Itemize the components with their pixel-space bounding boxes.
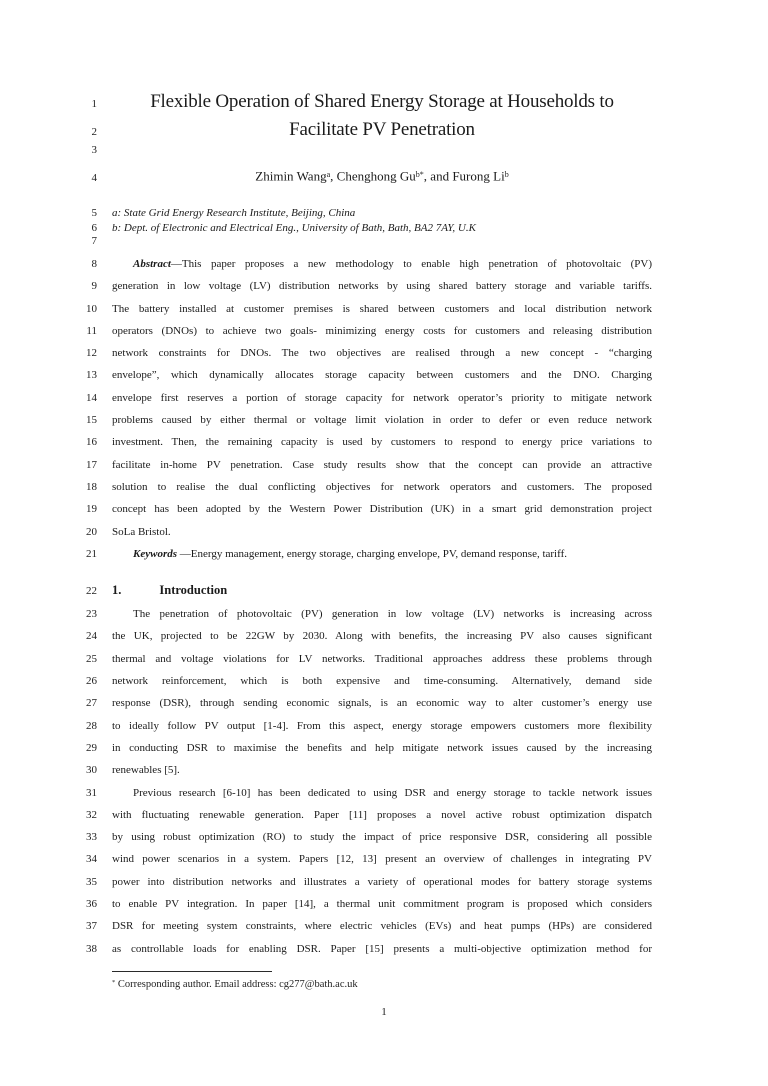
line-text bbox=[112, 603, 652, 625]
line-number: 3 bbox=[91, 144, 97, 156]
text-segment: by using robust optimization (RO) to study the impact of price responsive DSR, considering all possible bbox=[112, 831, 652, 844]
line-row bbox=[0, 206, 768, 221]
author-affiliation-superscript: b* bbox=[415, 170, 424, 179]
text-segment: facilitate in-home PV penetration. Case study results show that the concept can provide an attractive bbox=[112, 458, 652, 471]
line-number: 27 bbox=[86, 697, 97, 710]
line-text bbox=[112, 938, 652, 960]
line-row bbox=[0, 144, 768, 162]
line-row bbox=[0, 804, 768, 826]
line-number: 37 bbox=[86, 920, 97, 933]
line-number: 12 bbox=[86, 347, 97, 360]
footnote bbox=[112, 971, 672, 990]
line-row bbox=[0, 498, 768, 520]
line-text bbox=[112, 320, 652, 342]
line-text bbox=[112, 692, 652, 714]
line-number: 14 bbox=[86, 391, 97, 404]
line-text bbox=[112, 454, 652, 476]
line-text bbox=[112, 915, 652, 937]
line-number: 9 bbox=[91, 280, 97, 293]
text-segment: 1. bbox=[112, 583, 122, 598]
text-segment: in conducting DSR to maximise the benefits and help mitigate network issues caused by the increasing bbox=[112, 741, 652, 754]
line-number: 21 bbox=[86, 547, 97, 560]
text-segment: —Energy management, energy storage, charging envelope, PV, demand response, tariff. bbox=[179, 547, 567, 560]
line-text bbox=[112, 826, 652, 848]
footnote-separator-rule bbox=[112, 971, 272, 972]
text-segment: network constraints for DNOs. The two objectives are realised through a new concept - “charging bbox=[112, 347, 652, 360]
line-text bbox=[112, 648, 652, 670]
line-text bbox=[112, 498, 652, 520]
text-segment: operators (DNOs) to achieve two goals- minimizing energy costs for customers and releasing distribution bbox=[112, 324, 652, 337]
line-number: 15 bbox=[86, 414, 97, 427]
text-segment: DSR for meeting system constraints, where electric vehicles (EVs) and heat pumps (HPs) are considered bbox=[112, 920, 652, 933]
line-number: 16 bbox=[86, 436, 97, 449]
line-text bbox=[112, 804, 652, 826]
line-text bbox=[112, 737, 652, 759]
line-row bbox=[0, 603, 768, 625]
line-row bbox=[0, 648, 768, 670]
line-number: 24 bbox=[86, 630, 97, 643]
line-number: 4 bbox=[91, 171, 97, 184]
line-text bbox=[112, 387, 652, 409]
text-segment: The battery installed at customer premises is shared between customers and local distribution network bbox=[112, 302, 652, 315]
text-segment: , and Furong Li bbox=[423, 168, 505, 184]
line-number: 20 bbox=[86, 525, 97, 538]
line-number: 1 bbox=[91, 98, 97, 110]
line-number: 11 bbox=[86, 324, 97, 337]
line-text bbox=[112, 162, 652, 190]
line-row bbox=[0, 431, 768, 453]
text-segment: problems caused by either thermal or voltage limit violation in order to defer or even reduce network bbox=[112, 414, 652, 427]
line-text bbox=[112, 116, 652, 144]
text-segment: , Chenghong Gu bbox=[330, 168, 416, 184]
text-segment: wind power scenarios in a system. Papers [12, 13] present an overview of challenges in integrating PV bbox=[112, 853, 652, 866]
text-segment: as controllable loads for enabling DSR. Paper [15] presents a multi-objective optimization method for bbox=[112, 942, 652, 955]
line-row bbox=[0, 88, 768, 116]
text-segment: generation in low voltage (LV) distribution networks by using shared battery storage and variable tariffs. bbox=[112, 280, 652, 293]
text-segment: the UK, projected to be 22GW by 2030. Along with benefits, the increasing PV also causes significant bbox=[112, 630, 652, 643]
line-text bbox=[112, 782, 652, 804]
line-row bbox=[0, 938, 768, 960]
line-number: 25 bbox=[86, 652, 97, 665]
line-text bbox=[112, 521, 652, 543]
line-row bbox=[0, 670, 768, 692]
line-text bbox=[112, 715, 652, 737]
line-row bbox=[0, 409, 768, 431]
line-text bbox=[112, 342, 652, 364]
author-affiliation-superscript: b bbox=[504, 170, 509, 179]
text-segment: network reinforcement, which is both expensive and time-consuming. Alternatively, demand side bbox=[112, 675, 652, 688]
line-row bbox=[0, 221, 768, 236]
line-row bbox=[0, 521, 768, 543]
line-number: 18 bbox=[86, 480, 97, 493]
text-segment: to ideally follow PV output [1-4]. From this aspect, energy storage empowers customers more flexibility bbox=[112, 719, 652, 732]
line-number: 35 bbox=[86, 875, 97, 888]
text-segment: envelope”, which dynamically allocates storage capacity between customers and the DNO. Charging bbox=[112, 369, 652, 382]
line-row bbox=[0, 692, 768, 714]
line-row bbox=[0, 577, 768, 603]
line-row bbox=[0, 454, 768, 476]
text-segment: Keywords bbox=[133, 547, 180, 560]
line-number: 26 bbox=[86, 675, 97, 688]
line-text bbox=[112, 253, 652, 275]
line-number: 33 bbox=[86, 831, 97, 844]
line-row bbox=[0, 871, 768, 893]
line-number: 34 bbox=[86, 853, 97, 866]
line-text bbox=[112, 670, 652, 692]
line-row bbox=[0, 320, 768, 342]
line-number: 17 bbox=[86, 458, 97, 471]
line-row bbox=[0, 826, 768, 848]
line-row bbox=[0, 364, 768, 386]
line-text bbox=[112, 206, 652, 221]
text-segment: investment. Then, the remaining capacity is used by customers to respond to energy price variations to bbox=[112, 436, 652, 449]
line-number: 13 bbox=[86, 369, 97, 382]
line-row bbox=[0, 116, 768, 144]
text-segment: with fluctuating renewable generation. Paper [11] proposes a novel active robust optimization dispatch bbox=[112, 808, 652, 821]
text-segment: thermal and voltage violations for LV networks. Traditional approaches address these problems through bbox=[112, 652, 652, 665]
line-number: 29 bbox=[86, 741, 97, 754]
text-segment: renewables [5]. bbox=[112, 764, 180, 777]
line-row bbox=[0, 162, 768, 188]
line-number: 30 bbox=[86, 764, 97, 777]
line-row bbox=[0, 476, 768, 498]
text-segment: solution to realise the dual conflicting objectives for network operators and customers. The proposed bbox=[112, 480, 652, 493]
line-row bbox=[0, 759, 768, 781]
line-number: 19 bbox=[86, 503, 97, 516]
line-row bbox=[0, 253, 768, 275]
line-number: 8 bbox=[91, 258, 97, 270]
text-segment: to enable PV integration. In paper [14], a thermal unit commitment program is proposed which considers bbox=[112, 898, 652, 911]
line-number: 7 bbox=[91, 235, 97, 247]
line-text bbox=[112, 221, 652, 236]
line-number: 5 bbox=[91, 207, 97, 219]
line-text bbox=[112, 577, 652, 603]
line-number: 28 bbox=[86, 719, 97, 732]
page-content bbox=[0, 88, 768, 960]
line-text bbox=[112, 759, 652, 781]
line-row bbox=[0, 543, 768, 565]
text-segment: Zhimin Wang bbox=[255, 168, 327, 184]
line-row bbox=[0, 782, 768, 804]
line-row bbox=[0, 915, 768, 937]
line-number: 32 bbox=[86, 808, 97, 821]
line-number: 38 bbox=[86, 942, 97, 955]
line-text bbox=[112, 871, 652, 893]
line-text bbox=[112, 409, 652, 431]
line-row bbox=[0, 298, 768, 320]
line-number: 23 bbox=[86, 608, 97, 621]
footnote-marker: * bbox=[112, 979, 116, 987]
text-segment: b: Dept. of Electronic and Electrical Eng., University of Bath, Bath, BA2 7AY, U.K bbox=[112, 221, 476, 234]
line-number: 31 bbox=[86, 786, 97, 799]
line-row bbox=[0, 848, 768, 870]
author-affiliation-superscript: a bbox=[326, 170, 331, 179]
line-row bbox=[0, 893, 768, 915]
text-segment: response (DSR), through sending economic signals, is an economic way to alter customer’s energy use bbox=[112, 697, 652, 710]
line-number: 36 bbox=[86, 898, 97, 911]
line-row bbox=[0, 387, 768, 409]
footnote-text bbox=[112, 979, 672, 990]
line-row bbox=[0, 737, 768, 759]
text-segment: Abstract bbox=[133, 258, 171, 270]
text-segment: a: State Grid Energy Research Institute, Beijing, China bbox=[112, 207, 356, 219]
text-segment: Previous research [6-10] has been dedicated to using DSR and energy storage to tackle network issues bbox=[133, 786, 652, 799]
line-text bbox=[112, 476, 652, 498]
text-segment: Introduction bbox=[159, 583, 228, 598]
text-segment: power into distribution networks and illustrates a variety of operational modes for battery storage systems bbox=[112, 875, 652, 888]
text-segment: concept has been adopted by the Western Power Distribution (UK) in a smart grid demonstration project bbox=[112, 503, 652, 516]
line-number: 6 bbox=[91, 221, 97, 234]
line-row bbox=[0, 275, 768, 297]
line-text bbox=[112, 431, 652, 453]
text-segment: Flexible Operation of Shared Energy Storage at Households to bbox=[150, 91, 614, 112]
text-segment: SoLa Bristol. bbox=[112, 525, 171, 538]
line-number: 2 bbox=[91, 126, 97, 138]
line-text bbox=[112, 88, 652, 116]
text-segment: Facilitate PV Penetration bbox=[289, 119, 475, 140]
text-segment: envelope first reserves a portion of storage capacity for network operator’s priority to mitigate network bbox=[112, 391, 652, 404]
line-row bbox=[0, 625, 768, 647]
footnote-body: Corresponding author. Email address: cg277@bath.ac.uk bbox=[115, 979, 358, 990]
line-number: 10 bbox=[86, 302, 97, 315]
line-text bbox=[112, 625, 652, 647]
line-row bbox=[0, 715, 768, 737]
line-text bbox=[112, 298, 652, 320]
text-segment: —This paper proposes a new methodology to enable high penetration of photovoltaic (PV) bbox=[170, 258, 652, 270]
line-text bbox=[112, 893, 652, 915]
line-text bbox=[112, 848, 652, 870]
text-segment: The penetration of photovoltaic (PV) generation in low voltage (LV) networks is increasing across bbox=[133, 608, 652, 621]
line-text bbox=[112, 543, 652, 565]
line-number: 22 bbox=[86, 585, 97, 598]
line-row bbox=[0, 235, 768, 253]
line-text bbox=[112, 275, 652, 297]
line-row bbox=[0, 342, 768, 364]
page-number: 1 bbox=[381, 1006, 387, 1018]
line-text bbox=[112, 364, 652, 386]
